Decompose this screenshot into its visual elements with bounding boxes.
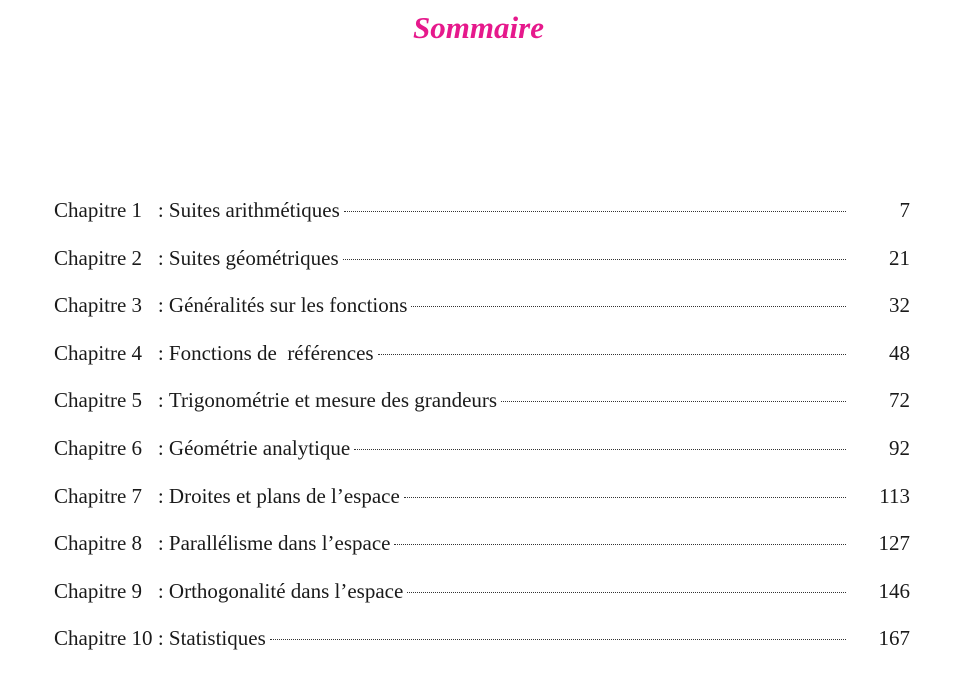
toc-separator: :	[142, 245, 169, 270]
toc-chapter-label: Chapitre 8	[54, 531, 143, 556]
toc-entry	[54, 528, 910, 576]
dot-leader	[270, 639, 846, 640]
toc-chapter-label: Chapitre 5	[54, 388, 143, 413]
dot-leader	[394, 544, 846, 545]
dot-leader	[501, 401, 846, 402]
toc-chapter-label: Chapitre 1	[54, 198, 143, 222]
toc-separator: :	[152, 626, 169, 651]
page-title: Sommaire	[413, 10, 544, 45]
dot-leader	[407, 592, 846, 593]
toc-chapter-label: Chapitre 9	[54, 578, 143, 603]
toc-entry-title: Suites arithmétiques	[168, 198, 340, 222]
dot-leader	[411, 306, 846, 307]
toc-entry-title: Généralités sur les fonctions	[168, 293, 408, 318]
toc-entry-title: Orthogonalité dans l’espace	[168, 578, 404, 603]
toc-page-number: 113	[879, 483, 910, 508]
toc-entry	[54, 623, 910, 671]
toc-entry	[54, 243, 910, 291]
toc-page-number: 21	[889, 245, 910, 270]
toc-separator: :	[142, 435, 169, 460]
toc-separator: :	[142, 198, 169, 222]
dot-leader	[404, 497, 846, 498]
toc-entry-title: Fonctions de références	[168, 340, 374, 365]
toc-separator: :	[142, 388, 169, 413]
toc-page-number: 7	[899, 198, 910, 222]
toc-entry-title: Géométrie analytique	[168, 435, 351, 460]
toc-separator: :	[142, 483, 169, 508]
toc-entry	[54, 385, 910, 433]
toc-entry-title: Droites et plans de l’espace	[168, 483, 400, 508]
toc-separator: :	[142, 293, 169, 318]
toc-entry-title: Statistiques	[168, 626, 266, 651]
toc-chapter-label: Chapitre 3	[54, 293, 143, 318]
dot-leader	[344, 211, 846, 212]
toc-entry	[54, 195, 910, 243]
toc-entry-title: Trigonométrie et mesure des grandeurs	[168, 388, 498, 413]
toc-page-number: 167	[878, 626, 910, 651]
dot-leader	[354, 449, 846, 450]
toc-separator: :	[142, 340, 169, 365]
toc-chapter-label: Chapitre 4	[54, 340, 143, 365]
toc-entry	[54, 481, 910, 529]
toc-chapter-label: Chapitre 2	[54, 245, 143, 270]
toc-entry-title: Suites géométriques	[168, 245, 339, 270]
toc-chapter-label: Chapitre 10	[54, 626, 153, 651]
toc-chapter-label: Chapitre 6	[54, 435, 143, 460]
dot-leader	[378, 354, 846, 355]
toc-separator: :	[142, 531, 169, 556]
toc-entry-title: Parallélisme dans l’espace	[168, 531, 391, 556]
toc-entry	[54, 338, 910, 386]
toc-page-number: 32	[889, 293, 910, 318]
toc-page-number: 92	[889, 435, 910, 460]
toc-page-number: 72	[889, 388, 910, 413]
toc-entry	[54, 290, 910, 338]
toc-separator: :	[142, 578, 169, 603]
dot-leader	[343, 259, 846, 260]
toc-page-number: 146	[878, 578, 910, 603]
toc-chapter-label: Chapitre 7	[54, 483, 143, 508]
toc-entry	[54, 433, 910, 481]
table-of-contents	[54, 195, 910, 671]
toc-entry	[54, 576, 910, 624]
toc-page-number: 48	[889, 340, 910, 365]
toc-page-number: 127	[878, 531, 910, 556]
